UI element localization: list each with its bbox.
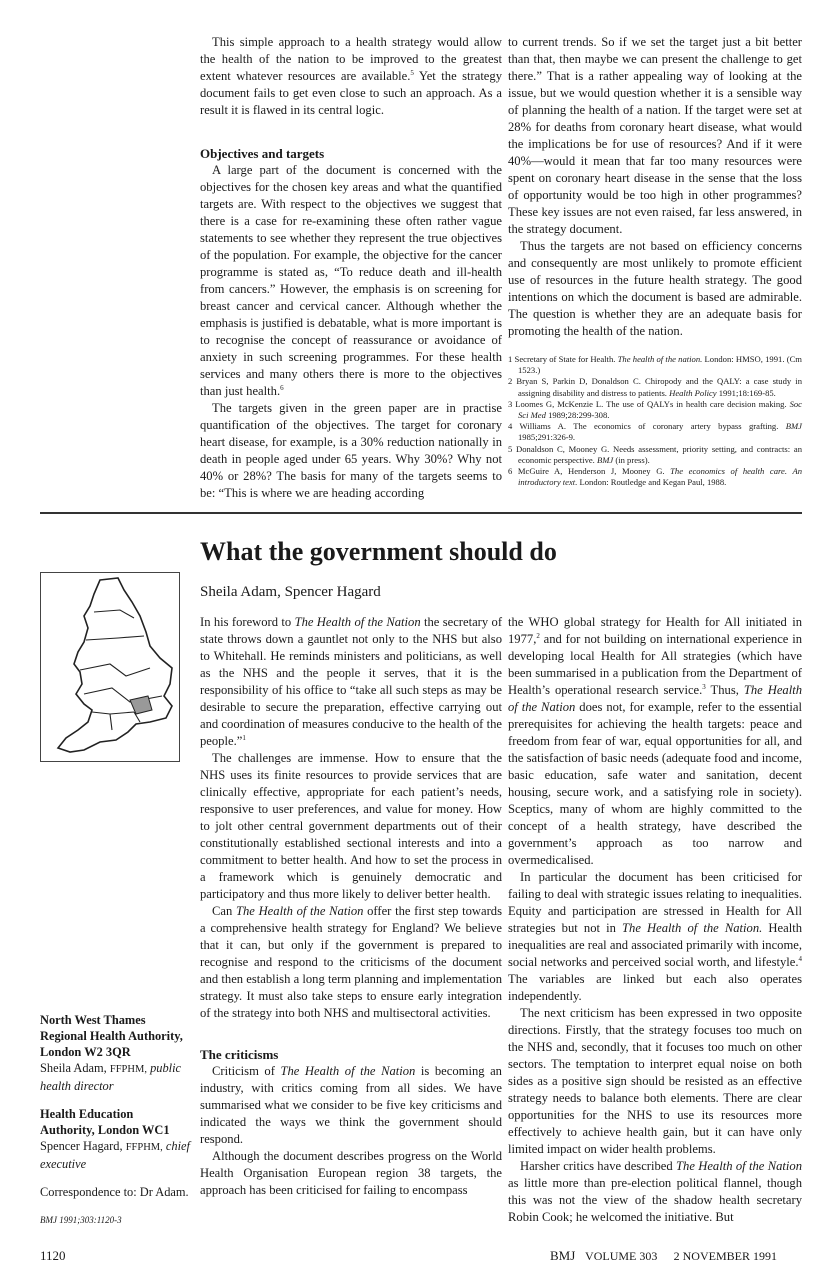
author-role: chief executive [40,1138,190,1171]
article-main [200,536,802,1226]
text-run: 1985;291:326-9. [518,432,576,443]
reference-list [508,354,802,488]
italic-text: BMJ [596,454,614,465]
italic-text: The Health of the Nation [676,1158,802,1173]
text-run: does not, for example, refer to the essential prerequisites for achieving the health targets: peace and freedom from fear of war, equal opportunities for all, and the satisfaction of basic needs (adequate food and income, basic education, safe water and sanitation, decent housing, secure work, and a satisfying role in society). Sceptics, many of whom are highly committed to the concept of a health strategy, have described the government’s approach as too narrow and overmedicalised. [508,699,802,867]
article-authors: Sheila Adam, Spencer Hagard [200,583,381,600]
reference [508,376,802,398]
article [40,536,802,1226]
text-run: 1991;18:169-85. [716,387,776,398]
previous-article-continuation [200,34,802,502]
italic-text: BMJ [785,421,802,432]
paragraph [200,1148,502,1199]
italic-text: The Health of the Nation [236,903,364,918]
reference-marker: 3 [702,682,706,691]
affiliation-name: Health Education Authority, London WC1 [40,1106,170,1137]
correspondence-note: Correspondence to: Dr Adam. [40,1184,189,1199]
text-run: 6 McGuire A, Henderson J, Mooney G. [508,466,671,477]
italic-text: The Health of the Nation [294,614,421,629]
italic-text: The Health of the Nation. [622,920,763,935]
article-sidebar [40,536,195,1226]
text-run: and for not building on international experience in developing local Health for All strategies (which have been summarised in a publication from the Department of Health’s operational research service. [508,631,802,697]
text-run: 2 Bryan S, Parkin D, Donaldson C. Chiropody and the QALY: a case study in assigning disability and distress to patients. [508,376,802,398]
text-run: The targets given in the green paper are in practise quantification of the objectives. The target for coronary heart disease, for example, is a 30% reduction nationally in death in people aged under 65 years. Why 30%? Why not 40% or 28%? The basis for many of the targets seems to be: “This is where we are heading according [200,401,502,500]
text-run: 1 Secretary of State for Health. [508,354,618,364]
text-run: is becoming an industry, with critics coming from all sides. We have summarised what we consider to be five key criticisms and indicated the ways we think the government should respond. [200,1063,502,1146]
reference-marker: 1 [242,733,246,742]
top-left-column [200,34,502,502]
text-run: Thus the targets are not based on efficiency concerns and consequently are most unlikely to promote efficient use of resources in the future health strategy. The good intentions on which the document is based are admirable. The question is whether they are an adequate basis for promoting the health of the nation. [508,239,802,338]
issue-date: 2 NOVEMBER 1991 [673,1248,777,1263]
text-run: the WHO global strategy for Health for All initiated in 1977, [508,614,802,646]
italic-text: The health of the nation. [617,354,703,364]
text-run: The next criticism has been expressed in two opposite directions. Firstly, that the strategy focuses too much on the NHS and, secondly, that it focuses too much on other sectors. The temptation to interpret equal noise on both sides as a positive sign should be resisted as an effective strategy needs to balance both elements. There are clear opportunities for the NHS to use its resources more effectively to achieve health gain, but it can have only limited impact on wider health problems. [508,1005,802,1156]
section-heading: The criticisms [200,1046,279,1062]
journal-name: BMJ [550,1247,576,1263]
text-run: The variables are linked but each also operates independently. [508,971,802,1003]
reference [508,466,802,488]
reference [508,444,802,466]
text-run: offer the first step towards a comprehensive health strategy for England? We believe that it can, but only if the government is prepared to recognise and respond to the criticisms of the document and then establish a long term planning and implementation strategy. It must also take steps to ensure early integration of the strategy into both NHS and multisectoral activities. [200,903,503,1020]
article-title: What the government should do [200,536,557,566]
paragraph [200,750,502,903]
reference [508,354,802,376]
text-run: A large part of the document is concerned with the objectives for the chosen key areas and what the quantified targets are. With respect to the objectives we suggest that there is a case for re-examining these often rather vague statements to see whether they represent the true objectives of the population. For example, the objective for the cancer programme is stated as, “To reduce death and ill-health from cancers.” However, the emphasis is on screening for breast cancer and cervical cancer. Although whether the emphasis is justified is debatable, what is more important is to recognise the concept of reassurance or avoidance of anxiety in such screening programmes. For these health services and many others there is more to the objectives than just health. [200,163,502,398]
italic-text: The economics of health care. An introductory text. [518,466,802,488]
paragraph [200,1063,502,1148]
text-run: This simple approach to a health strategy would allow the health of the nation to be improved to the greatest extent whatever resources are available. [200,35,502,83]
citation: BMJ 1991;303:1120-3 [40,1214,122,1225]
section-divider [40,512,802,514]
text-run: 4 Williams A. The economics of coronary artery bypass grafting. [508,421,786,432]
italic-text: The Health of the Nation [280,1063,416,1078]
text-run: Health inequalities are real and associated primarily with income, social networks and perceived social worth, and lifestyle. [508,920,803,969]
paragraph [200,162,502,400]
text-run: 1989;28:299-308. [545,410,610,421]
text-run: Harsher critics have described [520,1158,677,1173]
text-run: London: Routledge and Kegan Paul, 1988. [577,477,727,488]
paragraph [508,238,802,340]
england-regions-map [40,572,180,762]
author-affiliation-1 [40,1012,190,1094]
top-right-column [508,34,802,502]
top-right-text [508,34,802,340]
paragraph [200,614,502,750]
text-run: London: HMSO, 1991. (Cm 1523.) [518,354,802,376]
section-heading: Objectives and targets [200,146,325,161]
text-run: Criticism of [212,1063,281,1078]
paragraph [508,1005,802,1158]
paragraph [508,1158,802,1226]
article-left-column [200,614,502,1226]
text-run: Yet the strategy document fails to get even close to such an approach. As a result it is flawed in its central logic. [200,69,502,117]
paragraph [508,34,802,238]
text-run: In particular the document has been criticised for failing to deal with strategic issues relating to inequalities. Equity and participation are stressed in Health for All strategies but not in [508,869,802,935]
reference-marker: 2 [536,631,540,640]
paragraph [200,34,502,119]
author-affiliation-2 [40,1106,190,1172]
text-run: 3 Loomes G, McKenzie L. The use of QALYs in health care decision making. [508,398,790,409]
text-run: Although the document describes progress on the World Health Organisation European region 38 targets, the approach has been criticised for failing to encompass [200,1148,502,1197]
reference-marker: 5 [410,68,414,77]
paragraph [200,400,502,502]
author-degree: FFPHM, [125,1141,163,1153]
paragraph [508,614,802,869]
author-name: Sheila Adam, [40,1060,107,1075]
author-degree: FFPHM, [109,1063,147,1075]
text-run: (in press). [613,454,650,465]
author-affiliations [40,980,195,1226]
text-run: the secretary of state throws down a gauntlet not only to the NHS but also to Whitehall. He reminds ministers and politicians, as well as the NHS and the people it serves, that it is the responsibility of his office to “take all such steps as may be desirable to secure the preparation, effective carrying out and coordination of measures conducive to the health of the people.” [200,614,503,748]
italic-text: The Health of the Nation [508,682,802,714]
paragraph [200,903,502,1022]
text-run: to current trends. So if we set the target just a bit better than that, then maybe we can present the challenge to get there.” That is a rather appealing way of looking at the issue, but we would question whether it is a sensible way of planning the health of a nation. If the target were set at 28% for deaths from coronary heart disease, what would the implications be for use of resources? And if it were 40%—would it mean that far too many resources were spent on coronary heart disease in the sense that the loss of opportunity would be too high in other programmes? These key issues are not even raised, far less answered, in the strategy document. [508,35,802,236]
text-run: In his foreword to [200,614,295,629]
journal-volume: VOLUME 303 [585,1248,658,1263]
article-columns [200,614,802,1226]
text-run: 5 Donaldson C, Mooney G. Needs assessment, priority setting, and contracts: an economic perspective. [508,443,802,465]
page-number: 1120 [40,1247,66,1263]
affiliation-name: North West Thames Regional Health Authority, London W2 3QR [40,1012,183,1059]
author-role: public health director [40,1060,182,1093]
reference-marker: 6 [280,383,284,392]
reference-marker: 4 [798,954,802,963]
article-right-column [508,614,802,1226]
page-footer [40,1248,802,1264]
paragraph [508,869,802,1005]
text-run: The challenges are immense. How to ensure that the NHS uses its finite resources to provide services that are clinically effective, appropriate for each patient’s needs, responsive to user preferences, and value for money. How to jolt other central government departments out of their constitutionally established sectional interests and into a commitment to better health. And how to set the process in a framework which is genuinely democratic and participatory and thus more likely to deliver better health. [200,750,502,901]
reference [508,399,802,421]
text-run: Thus, [705,682,744,697]
text-run: Can [212,903,236,918]
italic-text: Soc Sci Med [518,398,802,421]
text-run: as little more than pre-election political flannel, though this was not the view of the shadow health secretary Robin Cook; he welcomed the initiative. But [508,1175,802,1224]
journal-footer [550,1248,802,1264]
reference [508,421,802,443]
author-name: Spencer Hagard, [40,1138,123,1153]
italic-text: Health Policy [669,387,717,398]
